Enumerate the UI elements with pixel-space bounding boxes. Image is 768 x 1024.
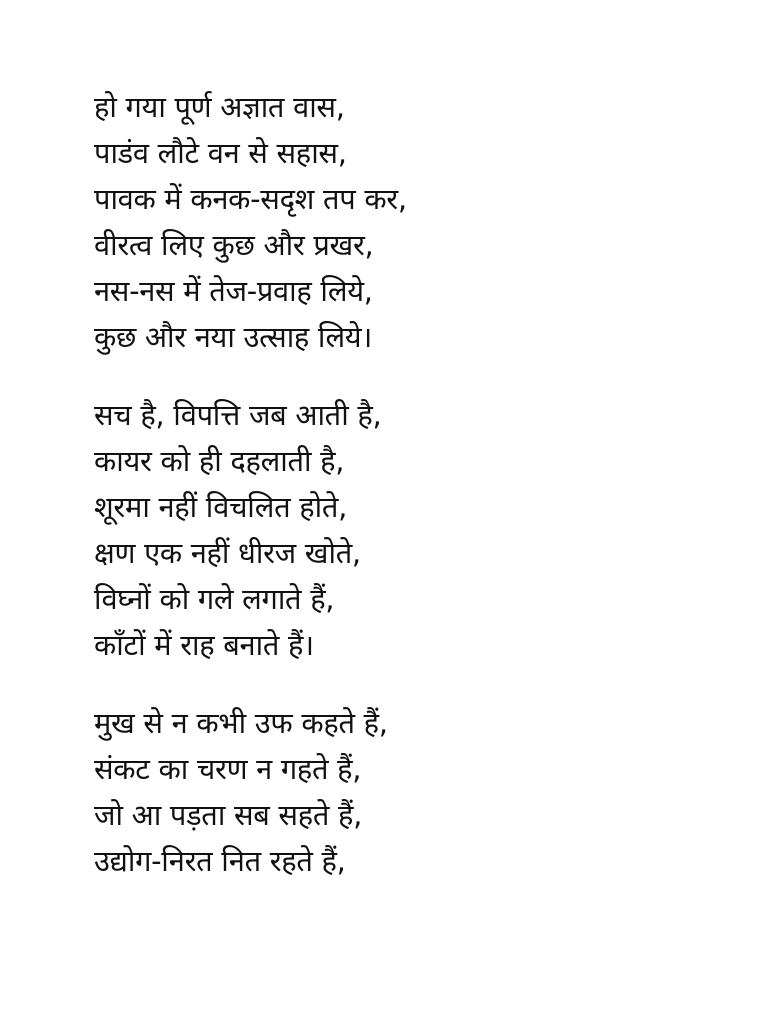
poem-line: नस-नस में तेज-प्रवाह लिये,: [94, 274, 373, 308]
poem-line: पाडंव लौटे वन से सहास,: [94, 136, 347, 170]
poem-text: [94, 84, 714, 916]
poem-line: उद्योग-निरत नित रहते हैं,: [94, 844, 346, 878]
poem-line: सच है, विपत्ति जब आती है,: [94, 398, 382, 432]
stanza-1: [94, 84, 714, 360]
poem-line: कुछ और नया उत्साह लिये।: [94, 320, 373, 354]
poem-line: वीरत्व लिए कुछ और प्रखर,: [94, 228, 374, 262]
stanza-3: [94, 700, 714, 884]
stanza-2: [94, 392, 714, 668]
poem-line: शूरमा नहीं विचलित होते,: [94, 490, 348, 524]
poem-line: कायर को ही दहलाती है,: [94, 444, 345, 478]
poem-line: मुख से न कभी उफ कहते हैं,: [94, 706, 388, 740]
poem-line: विघ्नों को गले लगाते हैं,: [94, 582, 335, 616]
poem-line: जो आ पड़ता सब सहते हैं,: [94, 798, 363, 832]
poem-line: संकट का चरण न गहते हैं,: [94, 752, 362, 786]
poem-line: क्षण एक नहीं धीरज खोते,: [94, 536, 361, 570]
poem-line: काँटों में राह बनाते हैं।: [94, 628, 314, 662]
poem-line: हो गया पूर्ण अज्ञात वास,: [94, 90, 345, 124]
poem-line: पावक में कनक-सदृश तप कर,: [94, 182, 407, 216]
